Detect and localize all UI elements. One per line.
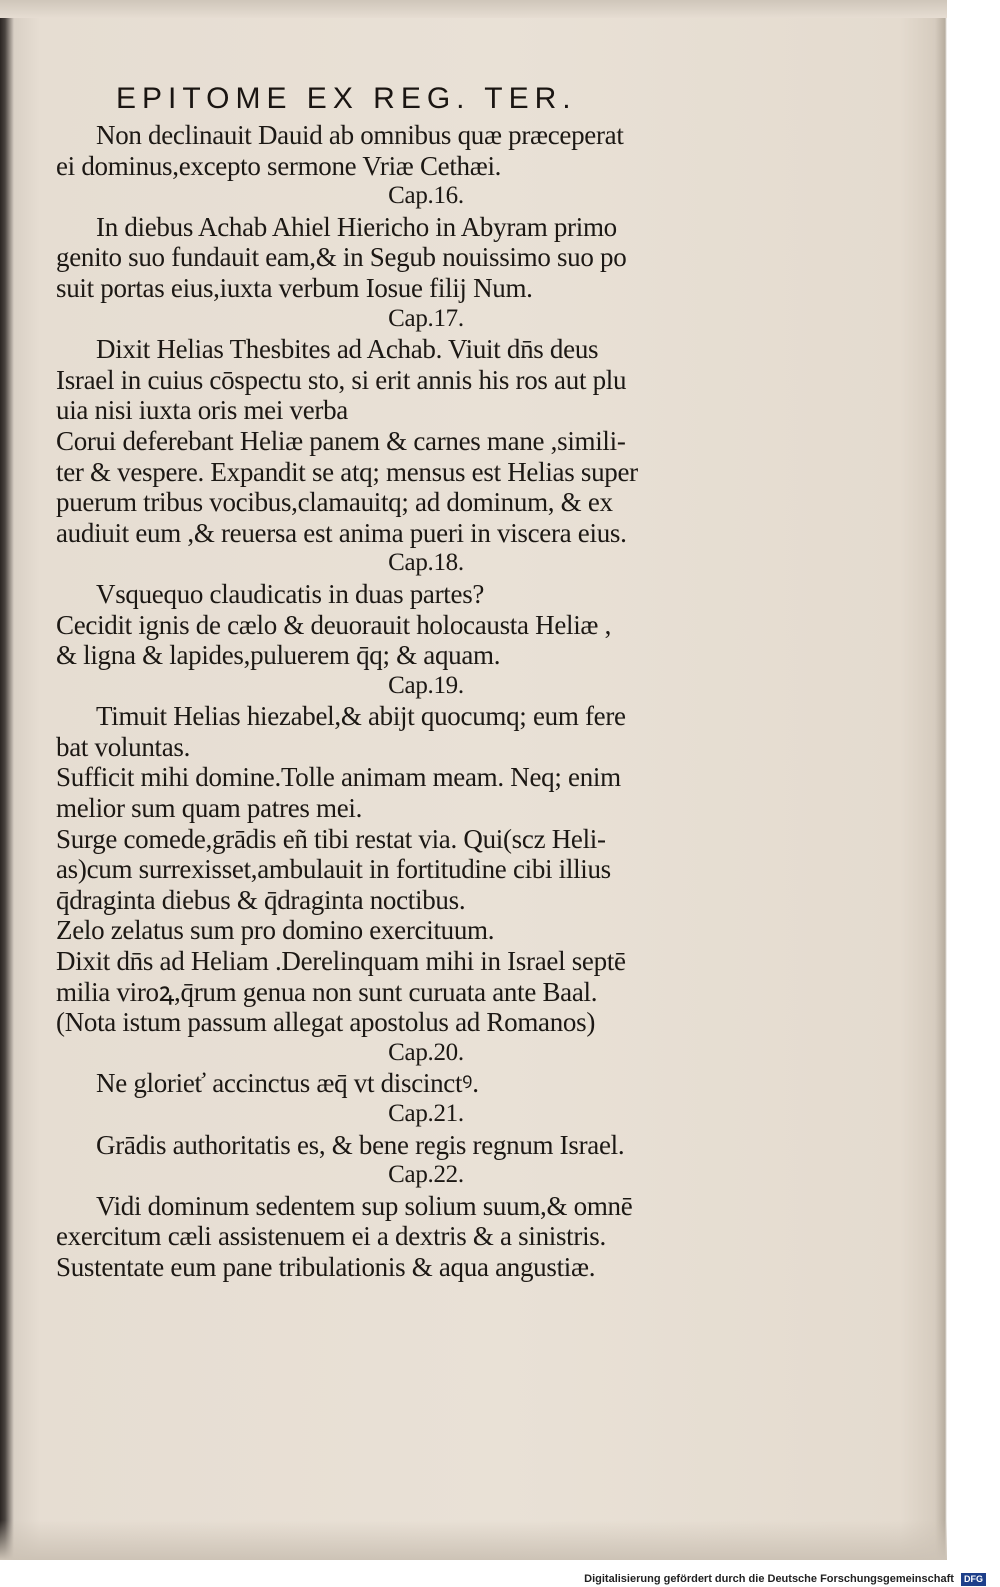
chapter-heading: Cap.21. — [388, 1100, 464, 1127]
text-line: milia viroꝝ,q̄rum genua non sunt curuata ante Baal. — [56, 976, 598, 1007]
text-line: puerum tribus vocibus,clamauitq; ad dominum, & ex — [56, 487, 613, 518]
text-line: q̄draginta diebus & q̄draginta noctibus. — [56, 884, 466, 915]
dfg-logo: DFG — [961, 1573, 986, 1586]
text-line: In diebus Achab Ahiel Hiericho in Abyram primo — [96, 211, 617, 242]
text-line: Sustentate eum pane tribulationis & aqua angustiæ. — [56, 1251, 596, 1282]
text-line: suit portas eius,iuxta verbum Iosue filij Num. — [56, 272, 533, 303]
text-line: Non declinauit Dauid ab omnibus quæ præceperat — [96, 120, 624, 150]
chapter-heading: Cap.18. — [388, 549, 464, 577]
chapter-heading: Cap.16. — [388, 182, 464, 210]
text-line: bat voluntas. — [56, 731, 191, 762]
text-line: Vsquequo claudicatis in duas partes? — [96, 578, 485, 609]
chapter-heading: Cap.20. — [388, 1038, 464, 1066]
text-line: Cecidit ignis de cælo & deuorauit holocausta Heliæ , — [56, 609, 612, 640]
text-line: Vidi dominum sedentem sup solium suum,& omnē — [96, 1190, 633, 1221]
page-text — [56, 78, 736, 1283]
page-bottom-edge — [0, 1520, 947, 1560]
text-line: & ligna & lapides,puluerem q̄q; & aquam. — [56, 640, 501, 671]
footer — [0, 1572, 986, 1587]
text-line: Timuit Helias hiezabel,& abijt quocumq; eum fere — [96, 701, 626, 732]
text-line: Dixit dn̄s ad Heliam .Derelinquam mihi in Israel septē — [56, 946, 626, 977]
text-line: Israel in cuius cōspectu sto, si erit annis his ros aut plu — [56, 364, 627, 395]
text-line: Grādis authoritatis es, & bene regis regnum Israel. — [96, 1129, 625, 1160]
text-line: uia nisi iuxta oris mei verba — [56, 395, 348, 426]
text-line: Surge comede,grādis eñ tibi restat via. Qui(scz Heli- — [56, 823, 606, 854]
text-line: audiuit eum ,& reuersa est anima pueri in viscera eius. — [56, 517, 627, 548]
text-line: ter & vespere. Expandit se atq; mensus est Helias super — [56, 456, 638, 487]
text-line: Ne glorieť accinctus æq̄ vt discinctꝰ. — [96, 1068, 479, 1099]
text-line: melior sum quam patres mei. — [56, 793, 363, 824]
text-line: as)cum surrexisset,ambulauit in fortitudine cibi illius — [56, 854, 611, 885]
chapter-heading: Cap.19. — [388, 671, 464, 699]
text-line: Dixit Helias Thesbites ad Achab. Viuit dn̄s deus — [96, 334, 599, 365]
text-line: (Nota istum passum allegat apostolus ad Romanos) — [56, 1007, 596, 1038]
text-line: Zelo zelatus sum pro domino exercituum. — [56, 915, 495, 946]
text-line: ei dominus,excepto sermone Vriæ Cethæi. — [56, 150, 502, 181]
footer-credit: Digitalisierung gefördert durch die Deutsche Forschungsgemeinschaft — [584, 1573, 954, 1585]
text-body — [56, 120, 736, 1283]
text-line: Sufficit mihi domine.Tolle animam meam. Neq; enim — [56, 762, 621, 793]
text-line: Corui deferebant Heliæ panem & carnes mane ,simili- — [56, 425, 626, 456]
running-header: EPITOME EX REG. TER. — [116, 82, 577, 115]
chapter-heading: Cap.17. — [388, 304, 464, 332]
text-line: genito suo fundauit eam,& in Segub nouissimo suo po — [56, 242, 627, 273]
page-top-edge — [0, 0, 947, 18]
chapter-heading: Cap.22. — [388, 1161, 464, 1189]
text-line: exercitum cæli assistenuem ei a dextris & a sinistris. — [56, 1221, 606, 1252]
